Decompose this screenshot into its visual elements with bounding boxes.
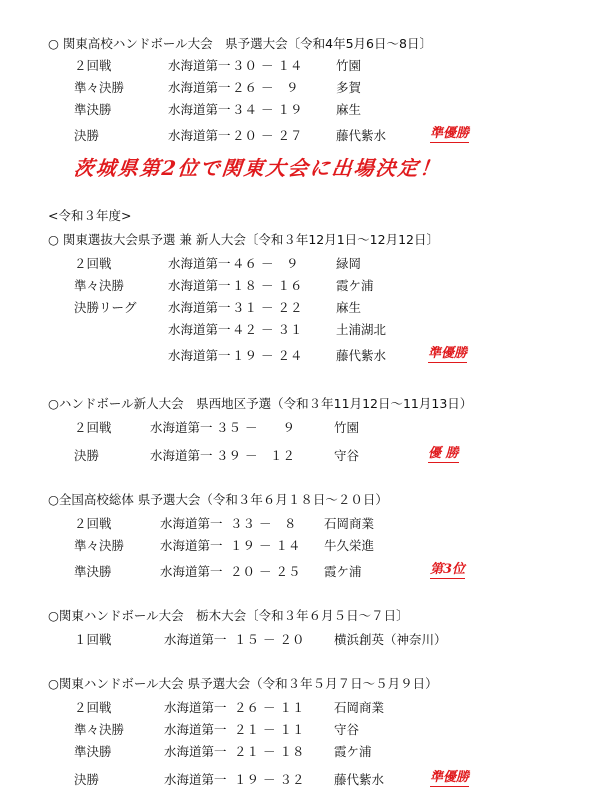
team-name: 水海道第一: [160, 538, 223, 553]
team-name: 水海道第一: [164, 772, 227, 787]
opponent-name: 竹園: [336, 58, 362, 73]
score: ２０ － ２７: [232, 128, 303, 143]
section-title: ○全国高校総体 県予選大会（令和３年６月１８日～２０日）: [48, 492, 388, 507]
score: １９ － ３２: [234, 772, 305, 787]
score: ２６ － ９: [232, 80, 299, 95]
round-label: 決勝: [74, 448, 100, 463]
team-name: 水海道第一: [150, 420, 213, 435]
score: ２１ － １１: [234, 722, 305, 737]
round-label: 決勝リーグ: [74, 300, 137, 315]
result-badge: 第3位: [430, 562, 466, 577]
qualification-announcement: 茨城県第2位で関東大会に出場決定！: [72, 156, 444, 180]
team-name: 水海道第一: [168, 58, 231, 73]
round-label: ２回戦: [74, 420, 112, 435]
round-label: ２回戦: [74, 58, 112, 73]
round-label: １回戦: [74, 632, 112, 647]
opponent-name: 守谷: [334, 722, 360, 737]
score: ２１ － １８: [234, 744, 305, 759]
score: ２６ － １１: [234, 700, 305, 715]
round-label: 決勝: [74, 772, 100, 787]
score: １９ － ２４: [232, 348, 303, 363]
round-label: ２回戦: [74, 256, 112, 271]
team-name: 水海道第一: [168, 322, 231, 337]
round-label: 決勝: [74, 128, 100, 143]
result-badge: 準優勝: [430, 126, 470, 141]
section-title: ○ 関東選抜大会県予選 兼 新人大会〔令和３年12月1日～12月12日〕: [48, 232, 439, 247]
result-badge: 優 勝: [428, 446, 459, 461]
team-name: 水海道第一: [168, 348, 231, 363]
round-label: ２回戦: [74, 516, 112, 531]
section-title: ○ハンドボール新人大会 県西地区予選（令和３年11月12日～11月13日）: [48, 396, 473, 411]
score: ３３ － ８: [230, 516, 297, 531]
result-badge: 準優勝: [428, 346, 468, 361]
team-name: 水海道第一: [168, 256, 231, 271]
opponent-name: 竹園: [334, 420, 360, 435]
opponent-name: 石岡商業: [334, 700, 385, 715]
team-name: 水海道第一: [168, 300, 231, 315]
opponent-name: 守谷: [334, 448, 360, 463]
round-label: 準々決勝: [74, 722, 125, 737]
opponent-name: 緑岡: [336, 256, 362, 271]
round-label: 準決勝: [74, 564, 112, 579]
opponent-name: 土浦湖北: [336, 322, 387, 337]
opponent-name: 横浜創英（神奈川）: [334, 632, 447, 647]
opponent-name: 牛久栄進: [324, 538, 375, 553]
score: １８ － １６: [232, 278, 303, 293]
team-name: 水海道第一: [168, 80, 231, 95]
opponent-name: 麻生: [336, 300, 362, 315]
round-label: 準決勝: [74, 744, 112, 759]
score: ３１ － ２２: [232, 300, 303, 315]
team-name: 水海道第一: [164, 700, 227, 715]
round-label: 準決勝: [74, 102, 112, 117]
year-heading: <令和３年度>: [48, 208, 132, 223]
score: １９ － １４: [230, 538, 301, 553]
opponent-name: 霞ケ浦: [336, 278, 374, 293]
team-name: 水海道第一: [168, 128, 231, 143]
score: １５ － ２０: [234, 632, 305, 647]
round-label: 準々決勝: [74, 80, 125, 95]
opponent-name: 藤代紫水: [334, 772, 385, 787]
result-badge: 準優勝: [430, 770, 470, 785]
team-name: 水海道第一: [164, 744, 227, 759]
score: ４６ － ９: [232, 256, 299, 271]
section-title: ○関東ハンドボール大会 栃木大会〔令和３年６月５日～７日〕: [48, 608, 409, 623]
score: ３４ － １９: [232, 102, 303, 117]
score: ３５ － ９: [216, 420, 295, 435]
team-name: 水海道第一: [168, 278, 231, 293]
round-label: 準々決勝: [74, 278, 125, 293]
score: ３９ － １２: [216, 448, 295, 463]
team-name: 水海道第一: [168, 102, 231, 117]
score: ４２ － ３１: [232, 322, 303, 337]
opponent-name: 霞ケ浦: [334, 744, 372, 759]
opponent-name: 麻生: [336, 102, 362, 117]
team-name: 水海道第一: [160, 564, 223, 579]
round-label: 準々決勝: [74, 538, 125, 553]
section-title: ○関東ハンドボール大会 県予選大会（令和３年５月７日～５月９日）: [48, 676, 438, 691]
round-label: ２回戦: [74, 700, 112, 715]
opponent-name: 藤代紫水: [336, 128, 387, 143]
opponent-name: 藤代紫水: [336, 348, 387, 363]
team-name: 水海道第一: [160, 516, 223, 531]
opponent-name: 霞ケ浦: [324, 564, 362, 579]
score: ２０ － ２５: [230, 564, 301, 579]
team-name: 水海道第一: [164, 722, 227, 737]
opponent-name: 多賀: [336, 80, 362, 95]
team-name: 水海道第一: [164, 632, 227, 647]
opponent-name: 石岡商業: [324, 516, 375, 531]
team-name: 水海道第一: [150, 448, 213, 463]
score: ３０ － １４: [232, 58, 303, 73]
section-title: ○ 関東高校ハンドボール大会 県予選大会〔令和4年5月6日～8日〕: [48, 36, 432, 51]
